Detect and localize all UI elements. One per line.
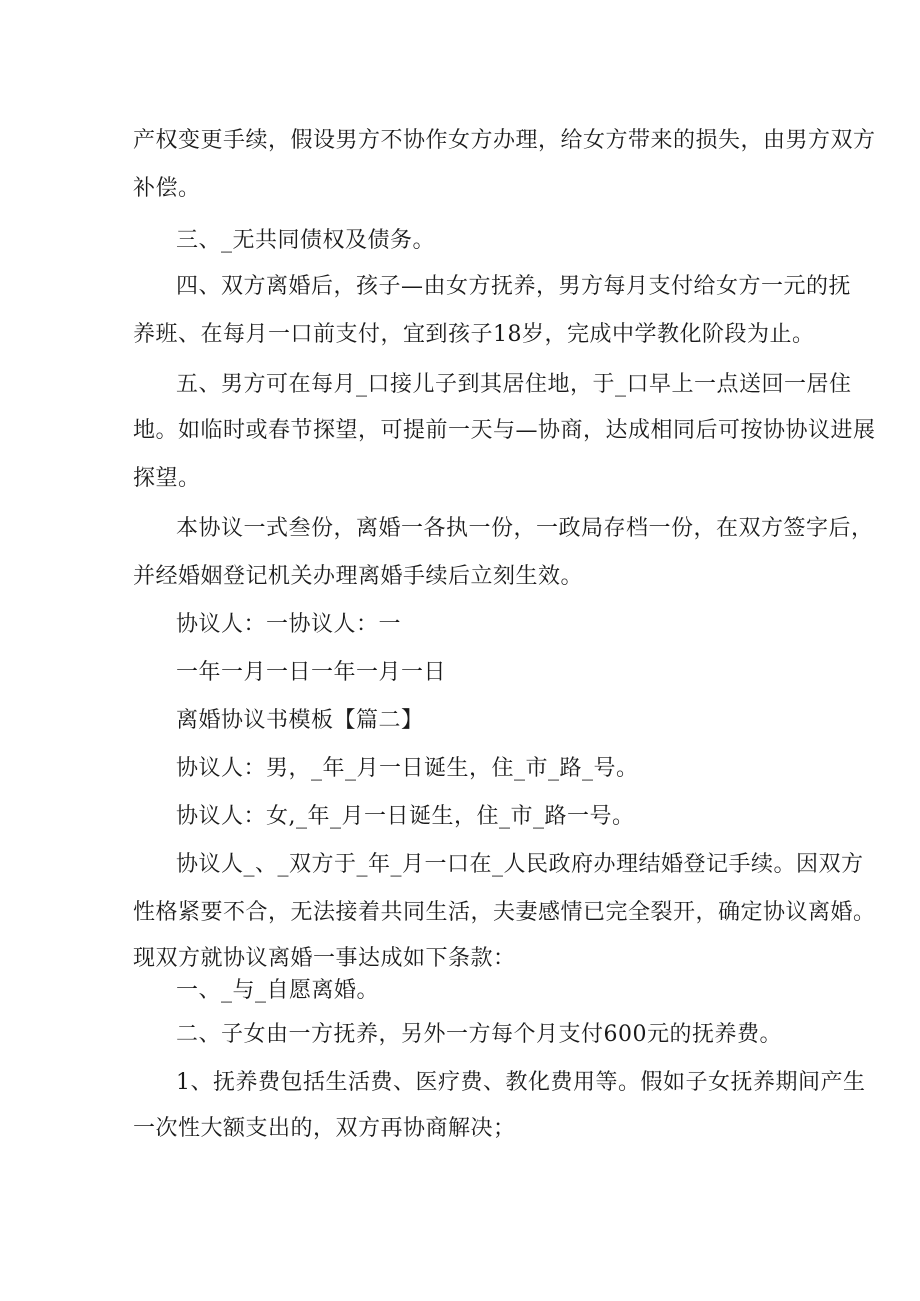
text-line: 现双方就协议离婚一事达成如下条款： [133,946,516,971]
text-line: 补偿。 [133,176,201,201]
text-line: 性格紧要不合，无法接着共同生活，夫妻感情已完全裂开，确定协议离婚。 [133,900,876,925]
section-heading: 离婚协议书模板【篇二】 [176,708,424,733]
text-line: 本协议一式叁份，离婚一各执一份，一政局存档一份，在双方签字后， [176,516,874,541]
text-line: 协议人：男，_年_月一日诞生，住_市_路_号。 [176,756,639,781]
text-line: 三、_无共同债权及债务。 [176,228,436,253]
text-line: 协议人：女,_年_月一日诞生，住_市_路一号。 [176,804,635,829]
text-line: 协议人_、_双方于_年_月一口在_人民政府办理结婚登记手续。因双方 [176,852,864,877]
text-line: 探望。 [133,466,201,491]
text-line: 养班、在每月一口前支付，宜到孩子18岁，完成中学教化阶段为止。 [133,322,815,347]
text-line: 协议人：一协议人：一 [176,612,402,637]
text-line: 二、子女由一方抚养，另外一方每个月支付600元的抚养费。 [176,1022,782,1047]
text-line: 一年一月一日一年一月一日 [176,660,447,685]
text-line: 一次性大额支出的，双方再协商解决； [133,1116,516,1141]
text-line: 产权变更手续，假设男方不协作女方办理，给女方带来的损失，由男方双方 [133,128,876,153]
text-line: 1、抚养费包括生活费、医疗费、教化费用等。假如子女抚养期间产生 [176,1070,866,1095]
text-line: 一、_与_自愿离婚。 [176,978,380,1003]
text-line: 地。如临时或春节探望，可提前一天与—协商，达成相同后可按协协议进展 [133,418,876,443]
text-line: 五、男方可在每月_口接儿子到其居住地，于_口早上一点送回一居住 [176,372,852,397]
text-line: 并经婚姻登记机关办理离婚手续后立刻生效。 [133,564,584,589]
text-line: 四、双方离婚后，孩子—由女方抚养，男方每月支付给女方一元的抚 [176,274,852,299]
